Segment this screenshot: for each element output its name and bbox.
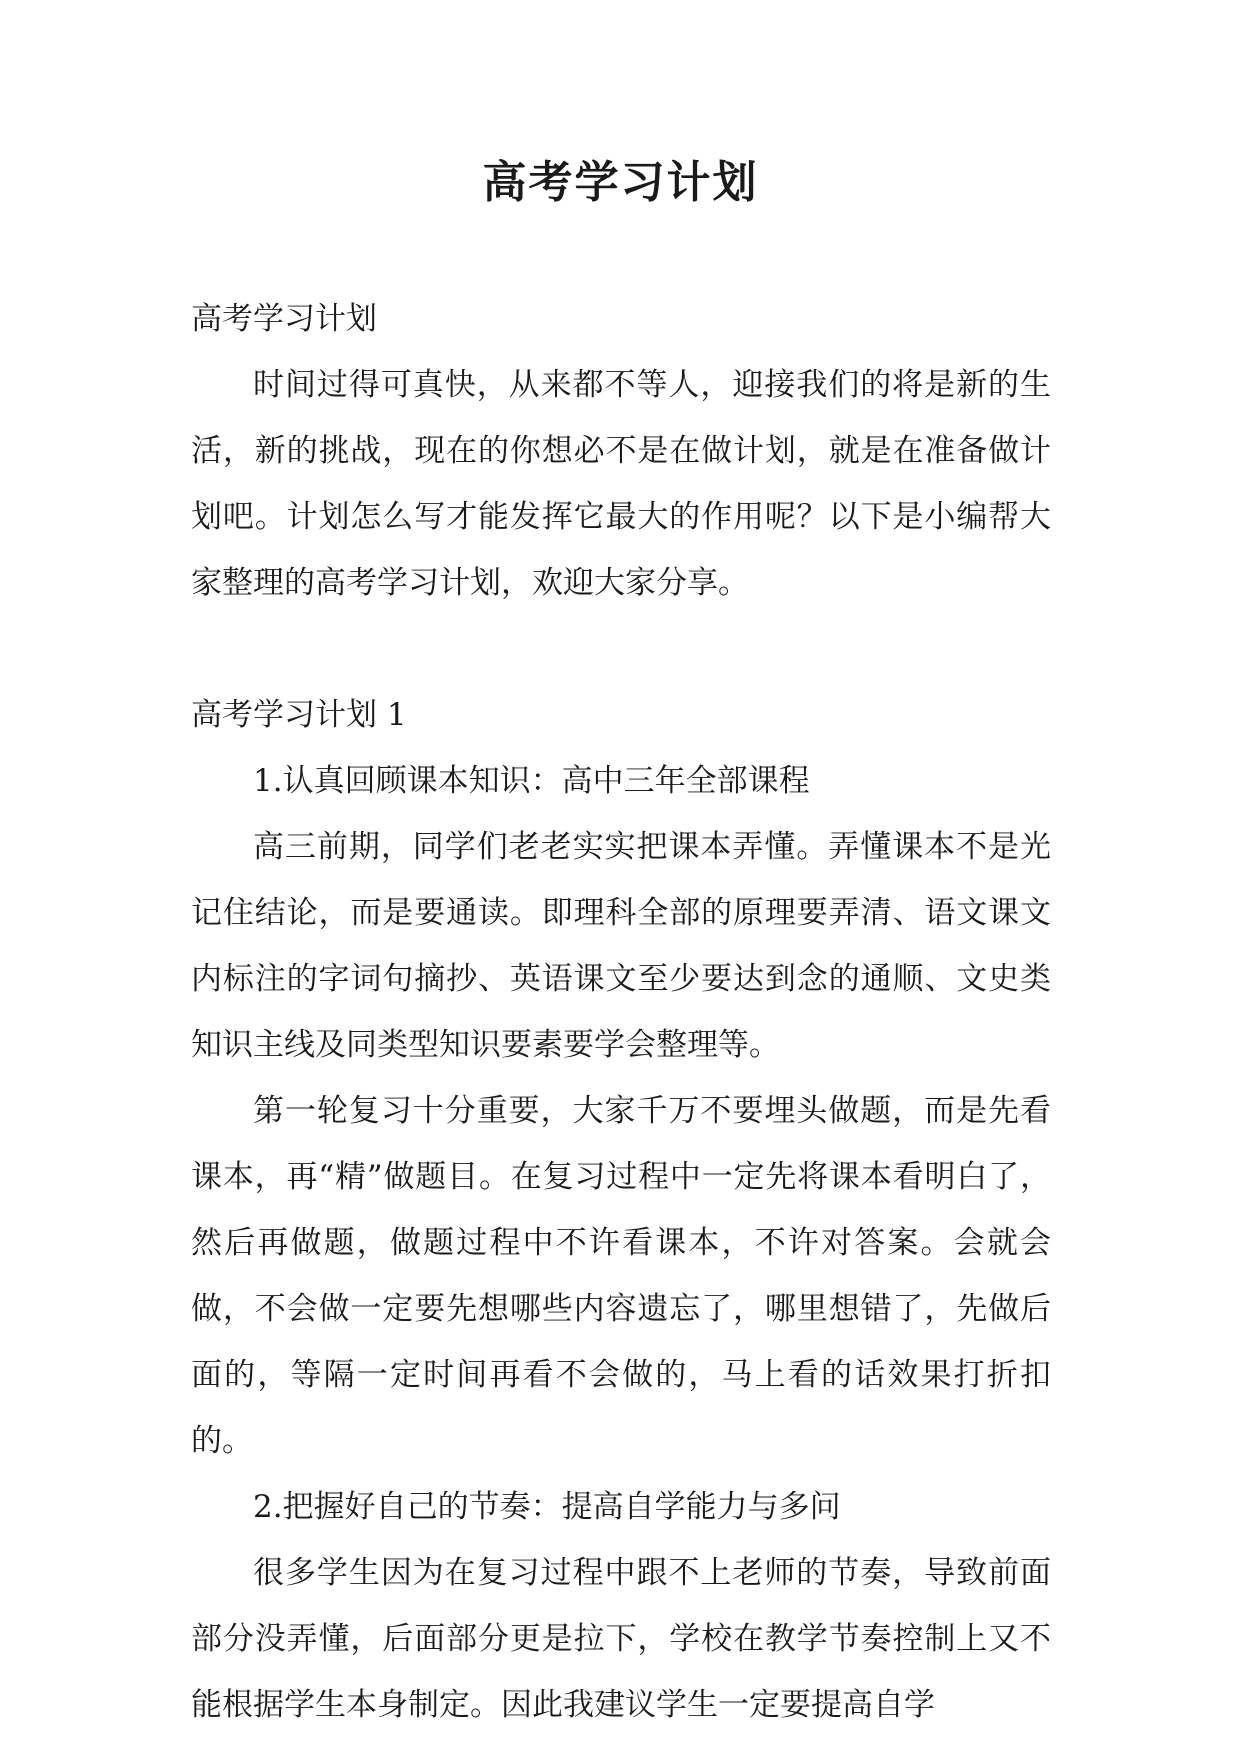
point-title: 1.认真回顾课本知识：高中三年全部课程 (253, 763, 810, 799)
document-body (191, 286, 1051, 1738)
intro-heading: 高考学习计划 (191, 301, 377, 337)
point-title: 2.把握好自己的节奏：提高自学能力与多问 (253, 1489, 841, 1525)
body-paragraph: 第一轮复习十分重要，大家千万不要埋头做题，而是先看课本，再“精”做题目。在复习过程中一定先将课本看明白了，然后再做题，做题过程中不许看课本，不许对答案。会就会做，不会做一定要先想哪些内容遗忘了，哪里想错了，先做后面的，等隔一定时间再看不会做的，马上看的话效果打折扣的。 (191, 1093, 1051, 1459)
section-heading: 高考学习计划 1 (191, 697, 407, 733)
body-paragraph: 高三前期，同学们老老实实把课本弄懂。弄懂课本不是光记住结论，而是要通读。即理科全部的原理要弄清、语文课文内标注的字词句摘抄、英语课文至少要达到念的通顺、文史类知识主线及同类型知识要素要学会整理等。 (191, 829, 1051, 1063)
intro-paragraph: 时间过得可真快，从来都不等人，迎接我们的将是新的生活，新的挑战，现在的你想必不是在做计划，就是在准备做计划吧。计划怎么写才能发挥它最大的作用呢？以下是小编帮大家整理的高考学习计划，欢迎大家分享。 (191, 367, 1051, 601)
body-paragraph: 很多学生因为在复习过程中跟不上老师的节奏，导致前面部分没弄懂，后面部分更是拉下，学校在教学节奏控制上又不能根据学生本身制定。因此我建议学生一定要提高自学 (191, 1555, 1051, 1723)
document-title: 高考学习计划 (482, 157, 759, 208)
paragraph-spacer (191, 616, 1051, 682)
